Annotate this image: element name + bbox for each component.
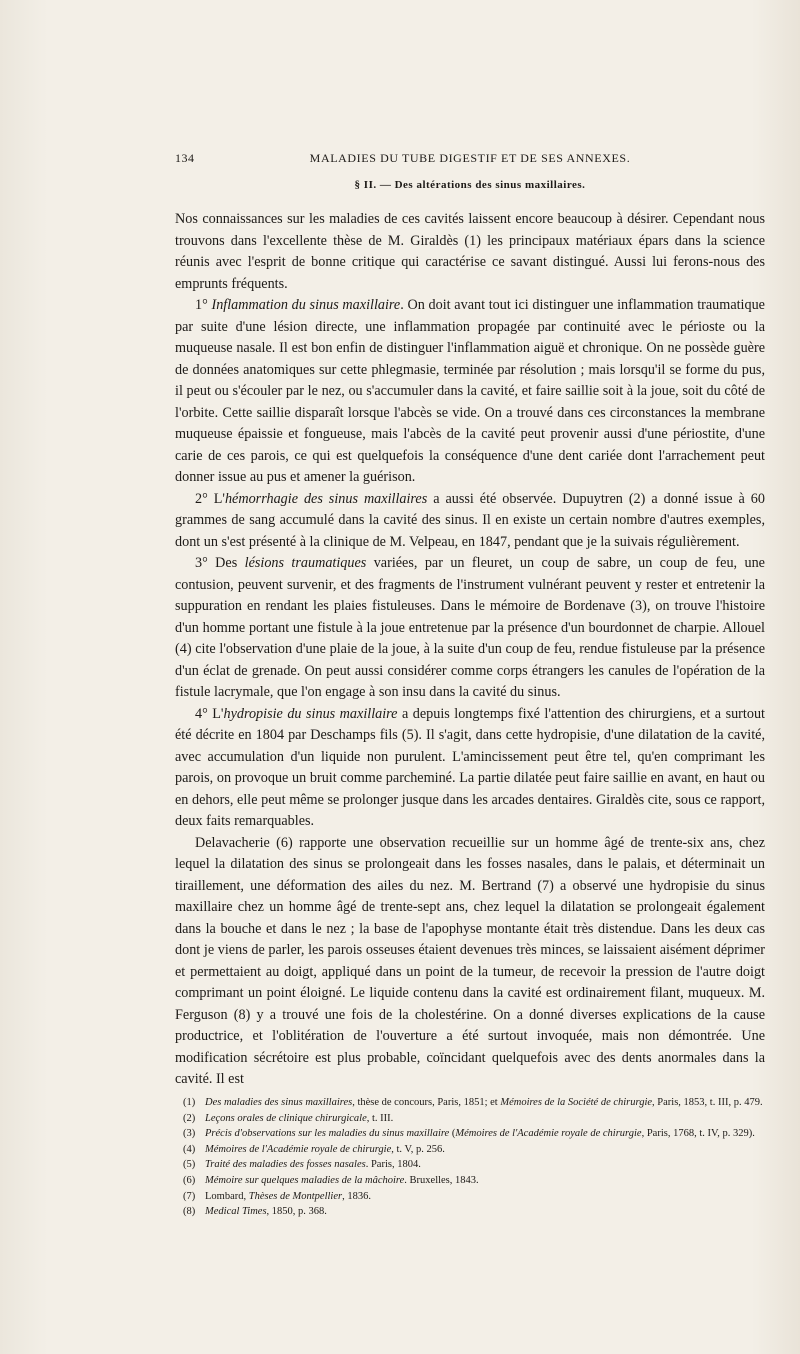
paragraph: 4° L'hydropisie du sinus maxillaire a depuis longtemps fixé l'attention des chirurgiens, et a surtout été décrite en 1804 par Deschamps fils (5). Il s'agit, dans cette hydropisie, d'une dilatation de la cavité, avec accumulation d'un liquide non purulent. L'amincissement peut être tel, qu'en comprimant les parois, on provoque un bruit comme parcheminé. La partie dilatée peut faire saillie en avant, en haut ou en dehors, elle peut même se prolonger jusque dans les arcades dentaires. Giraldès cite, sous ce rapport, deux faits remarquables. <box>175 705 765 829</box>
footnote: (2) Leçons orales de clinique chirurgicale, t. III. <box>183 1112 394 1124</box>
footnote: (1) Des maladies des sinus maxillaires, thèse de concours, Paris, 1851; et Mémoires de la Société de chirurgie, Paris, 1853, t. III, p. 479. <box>183 1097 763 1108</box>
running-head: MALADIES DU TUBE DIGESTIF ET DE SES ANNEXES. <box>309 151 631 165</box>
paragraph: 2° L'hémorrhagie des sinus maxillaires a aussi été observée. Dupuytren (2) a donné issue à 60 grammes de sang accumulé dans la cavité des sinus. Il en existe un certain nombre d'autres exemples, dont un s'est présenté à la clinique de M. Velpeau, en 1847, pendant que je la suivais régulièrement. <box>175 490 765 550</box>
footnote: (8) Medical Times, 1850, p. 368. <box>183 1206 327 1218</box>
paragraph: 1° Inflammation du sinus maxillaire. On doit avant tout ici distinguer une inflammation traumatique par suite d'une lésion directe, une inflammation propagée par continuité avec le périoste ou la muqueuse nasale. Il est bon enfin de distinguer l'inflammation aiguë et chronique. On ne possède guère de données anatomiques sur cette phlegmasie, terminée par résolution ; mais lorsqu'il se forme du pus, il peut ou s'écouler par le nez, ou s'accumuler dans la cavité, et faire saillie soit à la joue, soit du côté de l'orbite. Cette saillie disparaît lorsque l'abcès se vide. On a trouvé dans ces circonstances la membrane muqueuse épaissie et fongueuse, mais l'abcès de la cavité peut provenir aussi d'une périostite, d'une carie de ces parois, ce qui est quelquefois la conséquence d'une dent cariée dont l'arrachement peut donner issue au pus et amener la guérison. <box>175 297 765 485</box>
paragraph: 3° Des lésions traumatiques variées, par un fleuret, un coup de sabre, un coup de feu, une contusion, peuvent survenir, et des fragments de l'instrument vulnérant peuvent y rester et entretenir la suppuration en rendant les plaies fistuleuses. Dans le mémoire de Bordenave (3), on trouve l'histoire d'un homme portant une fistule à la joue entretenue par la présence d'un bourdonnet de charpie. Allouel (4) cite l'observation d'une plaie de la joue, à la suite d'un coup de feu, rendue fistuleuse par la présence d'un éclat de grenade. On peut aussi considérer comme corps étrangers les canules de l'opération de la fistule lacrymale, que l'on engage à son insu dans la cavité du sinus. <box>175 555 765 700</box>
footnote: (4) Mémoires de l'Académie royale de chirurgie, t. V, p. 256. <box>183 1143 445 1155</box>
body-text <box>175 209 765 1091</box>
paragraph: Delavacherie (6) rapporte une observation recueillie sur un homme âgé de trente-six ans, chez lequel la dilatation des sinus se prolongeait dans les fosses nasales, dans le palais, et déterminait un tiraillement, une déformation des ailes du nez. M. Bertrand (7) a observé une hydropisie du sinus maxillaire chez un homme âgé de trente-sept ans, chez lequel la dilatation se prolongeait également dans la bouche et dans le nez ; la base de l'apophyse montante était très distendue. Dans les deux cas dont je viens de parler, les parois osseuses étaient devenues très minces, se laissaient aisément déprimer et permettaient au doigt, appliqué dans un point de la tumeur, de recevoir la pression de l'autre doigt comprimant un point éloigné. Le liquide contenu dans la cavité est ordinairement filant, muqueux. M. Ferguson (8) y a trouvé une fois de la cholestérine. On a donné diverses explications de la cause productrice, et l'oblitération de l'ouverture a été surtout invoquée, mais non démontrée. Une modification sécrétoire est plus probable, coïncidant quelquefois avec des dents anormales dans la cavité. Il est <box>175 834 765 1087</box>
footnotes <box>175 1095 765 1220</box>
section-title: § II. — Des altérations des sinus maxillaires. <box>354 179 586 191</box>
footnote: (5) Traité des maladies des fosses nasales. Paris, 1804. <box>183 1159 421 1171</box>
footnote: (7) Lombard, Thèses de Montpellier, 1836. <box>183 1190 371 1202</box>
footnote: (3) Précis d'observations sur les maladies du sinus maxillaire (Mémoires de l'Académie royale de chirurgie, Paris, 1768, t. IV, p. 329). <box>183 1128 755 1140</box>
page-number: 134 <box>175 151 195 165</box>
page-header <box>175 151 765 169</box>
footnote: (6) Mémoire sur quelques maladies de la mâchoire. Bruxelles, 1843. <box>183 1174 479 1186</box>
paragraph: Nos connaissances sur les maladies de ces cavités laissent encore beaucoup à désirer. Cependant nous trouvons dans l'excellente thèse de M. Giraldès (1) les principaux matériaux épars dans la science réunis avec l'esprit de bonne critique qui caractérise ce savant distingué. Aussi lui ferons-nous des emprunts fréquents. <box>175 211 765 292</box>
